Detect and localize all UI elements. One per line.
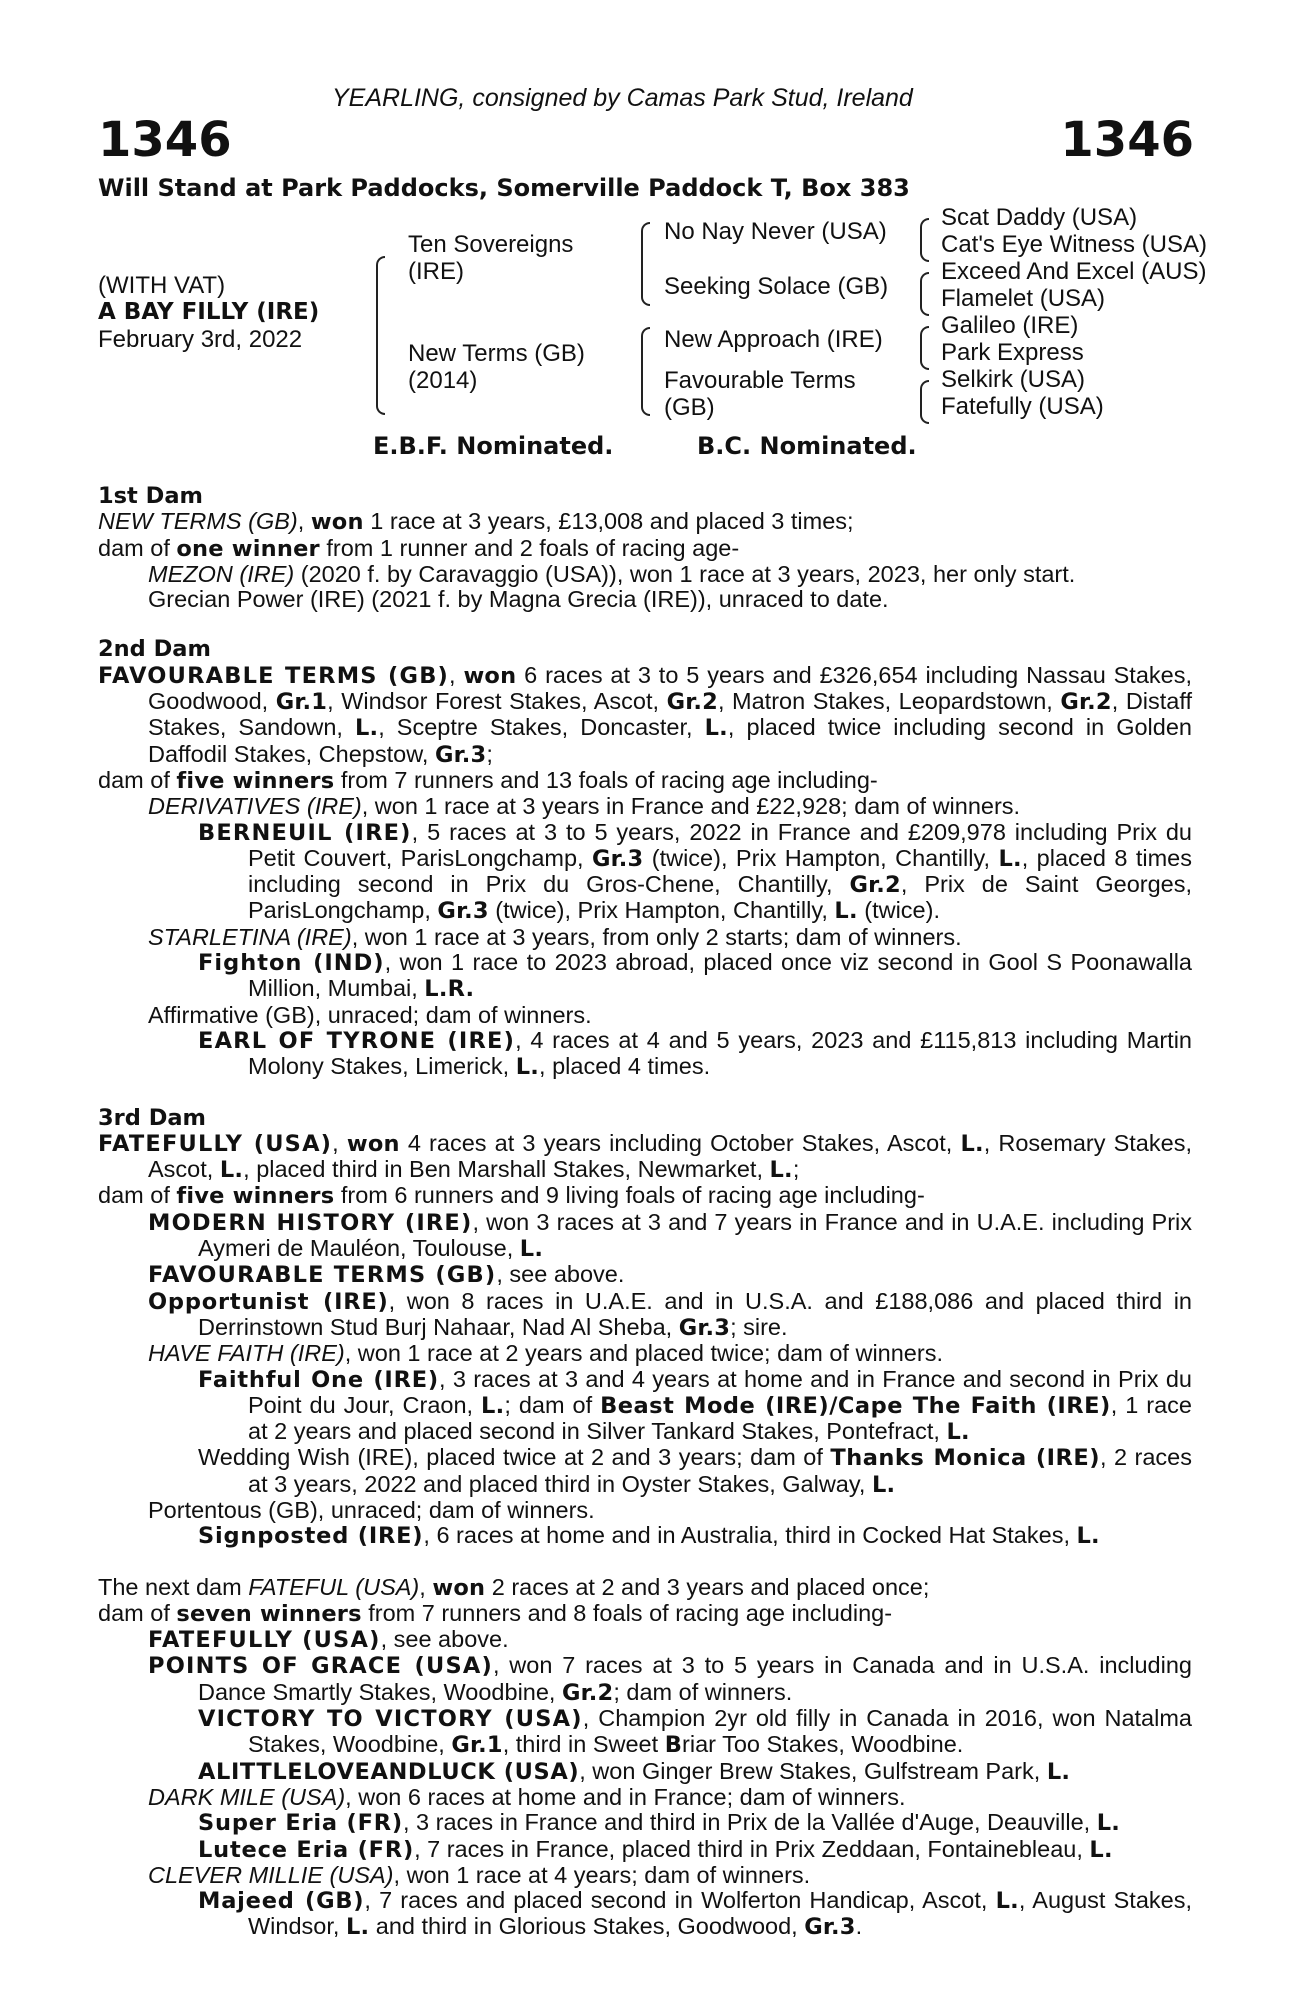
dam-dam-line1: Favourable Terms [664,367,856,394]
brace-ss [920,218,929,262]
grandproduce-entry: Faithful One (IRE), 3 races at 3 and 4 years at home and in France and second in Prix du Point du Jour, Craon, L.; dam of Beast Mode (IRE)/Cape The Faith (IRE), 1 race at 2 years and placed second in Silver Tankard Stakes, Pontefract, L. [198,1365,1193,1446]
sire-dam: Seeking Solace (GB) [664,273,889,300]
ss-sire: Scat Daddy (USA) [941,204,1138,231]
ds-dam: Park Express [941,339,1084,366]
dam-line2: (2014) [408,367,478,394]
produce-entry: DARK MILE (USA), won 6 races at home and in France; dam of winners. [148,1783,906,1810]
date-of-birth: February 3rd, 2022 [98,326,303,353]
grandproduce-entry: Majeed (GB), 7 races and placed second in Wolferton Handicap, Ascot, L., August Stakes, Windsor, L. and third in Glorious Stakes, Goodwood, Gr.3. [198,1887,1192,1941]
brace-dam [641,327,650,416]
produce-entry: Portentous (GB), unraced; dam of winners. [148,1496,595,1523]
brace-ds [920,326,929,370]
produce-entry: HAVE FAITH (IRE), won 1 race at 2 years and placed twice; dam of winners. [148,1340,943,1367]
produce-entry: POINTS OF GRACE (USA), won 7 races at 3 to 5 years in Canada and in U.S.A. including Dance Smartly Stakes, Woodbine, Gr.2; dam of winners. [148,1652,1192,1706]
grandproduce-entry: VICTORY TO VICTORY (USA), Champion 2yr old filly in Canada in 2016, won Natalma Stakes, Woodbine, Gr.1, third in Sweet Briar Too Stakes, Woodbine. [198,1705,1192,1759]
next-dam-section [98,1575,1192,1941]
third-dam-section [98,1106,1192,1550]
ds-sire: Galileo (IRE) [941,312,1079,339]
next-dam-produce-summary: dam of seven winners from 7 runners and 8 foals of racing age including- [98,1599,893,1627]
grandproduce-entry: Signposted (IRE), 6 races at home and in Australia, third in Cocked Hat Stakes, L. [198,1522,1100,1550]
dam-dam-line2: (GB) [664,394,715,421]
dam-sire: New Approach (IRE) [664,326,883,353]
dd-sire: Selkirk (USA) [941,366,1086,393]
second-dam-heading: 2nd Dam [98,636,211,663]
grandproduce-entry: Wedding Wish (IRE), placed twice at 2 and 3 years; dam of Thanks Monica (IRE), 2 races at 3 years, 2022 and placed third in Oyster Stakes, Galway, L. [198,1444,1192,1498]
bc-nomination: B.C. Nominated. [697,432,917,460]
dd-dam: Fatefully (USA) [941,393,1104,420]
third-dam-record: FATEFULLY (USA), won 4 races at 3 years including October Stakes, Ascot, L., Rosemary Stakes, Ascot, L., placed third in Ben Marshall Stakes, Newmarket, L.; [98,1129,1192,1184]
ebf-nomination: E.B.F. Nominated. [373,432,614,460]
grandproduce-entry: BERNEUIL (IRE), 5 races at 3 to 5 years, 2022 in France and £209,978 including Prix du Petit Couvert, ParisLongchamp, Gr.3 (twice), Prix Hampton, Chantilly, L., placed 8 times including second in Prix du Gros-Chene, Chantilly, Gr.2, Prix de Saint Georges, ParisLongchamp, Gr.3 (twice), Prix Hampton, Chantilly, L. (twice). [198,818,1193,925]
second-dam-produce-summary: dam of five winners from 7 runners and 13 foals of racing age including- [98,766,878,794]
produce-entry: DERIVATIVES (IRE), won 1 race at 3 years in France and £22,928; dam of winners. [148,793,1021,820]
lot-number-left: 1346 [98,112,232,168]
produce-entry: FAVOURABLE TERMS (GB), see above. [148,1261,625,1289]
produce-entry: STARLETINA (IRE), won 1 race at 3 years, from only 2 starts; dam of winners. [148,923,962,950]
produce-entry: Opportunist (IRE), won 8 races in U.A.E. and in U.S.A. and £188,086 and placed third in Derrinstown Stud Burj Nahaar, Nad Al Sheba, Gr.3; sire. [148,1287,1192,1341]
produce-entry: Grecian Power (IRE) (2021 f. by Magna Grecia (IRE)), unraced to date. [148,586,889,613]
vat-note: (WITH VAT) [98,272,226,299]
grandproduce-entry: ALITTLELOVEANDLUCK (USA), won Ginger Brew Stakes, Gulfstream Park, L. [198,1757,1071,1785]
first-dam-produce-summary: dam of one winner from 1 runner and 2 foals of racing age- [98,534,740,562]
brace-main [376,256,385,415]
second-dam-record: FAVOURABLE TERMS (GB), won 6 races at 3 to 5 years and £326,654 including Nassau Stakes, Goodwood, Gr.1, Windsor Forest Stakes, Ascot, Gr.2, Matron Stakes, Leopardstown, Gr.2, Distaff Stakes, Sandown, L., Sceptre Stakes, Doncaster, L., placed twice including second in Golden Daffodil Stakes, Chepstow, Gr.3; [98,661,1192,768]
sd-sire: Exceed And Excel (AUS) [941,258,1207,285]
produce-entry: Affirmative (GB), unraced; dam of winners. [148,1001,592,1028]
stand-location: Will Stand at Park Paddocks, Somerville Paddock T, Box 383 [98,174,910,202]
brace-sd [920,272,929,316]
produce-entry: CLEVER MILLIE (USA), won 1 race at 4 years; dam of winners. [148,1861,811,1888]
produce-entry: MEZON (IRE) (2020 f. by Caravaggio (USA)), won 1 race at 3 years, 2023, her only start. [148,560,1076,587]
dam-line1: New Terms (GB) [408,340,585,367]
horse-name: A BAY FILLY (IRE) [98,299,320,325]
grandproduce-entry: Fighton (IND), won 1 race to 2023 abroad, placed once viz second in Gool S Poonawalla Million, Mumbai, L.R. [198,949,1192,1003]
grandproduce-entry: Lutece Eria (FR), 7 races in France, placed third in Prix Zeddaan, Fontainebleau, L. [198,1835,1113,1863]
sire-line1: Ten Sovereigns [408,231,574,258]
third-dam-produce-summary: dam of five winners from 6 runners and 9 living foals of racing age including- [98,1182,925,1210]
sire-sire: No Nay Never (USA) [664,218,887,245]
second-dam-section [98,637,1192,1080]
grandproduce-entry: EARL OF TYRONE (IRE), 4 races at 4 and 5 years, 2023 and £115,813 including Martin Molony Stakes, Limerick, L., placed 4 times. [198,1026,1192,1081]
lot-number-right: 1346 [1060,112,1194,168]
sire-line2: (IRE) [408,258,464,285]
page-subtitle: YEARLING, consigned by Camas Park Stud, Ireland [332,84,913,112]
brace-dd [920,380,929,424]
first-dam-heading: 1st Dam [98,483,203,509]
first-dam-line: NEW TERMS (GB), won 1 race at 3 years, £13,008 and placed 3 times; [98,508,854,536]
next-dam-record: The next dam FATEFUL (USA), won 2 races at 2 and 3 years and placed once; [98,1573,930,1601]
third-dam-heading: 3rd Dam [98,1104,206,1131]
produce-entry: MODERN HISTORY (IRE), won 3 races at 3 and 7 years in France and in U.A.E. including Prix Aymeri de Mauléon, Toulouse, L. [148,1208,1192,1263]
grandproduce-entry: Super Eria (FR), 3 races in France and third in Prix de la Vallée d'Auge, Deauville, L. [198,1809,1121,1837]
ss-dam: Cat's Eye Witness (USA) [941,231,1207,258]
brace-sire [641,222,650,306]
catalogue-body [98,484,1192,1941]
sd-dam: Flamelet (USA) [941,285,1106,312]
first-dam-section [98,484,1192,612]
produce-entry: FATEFULLY (USA), see above. [148,1626,509,1654]
